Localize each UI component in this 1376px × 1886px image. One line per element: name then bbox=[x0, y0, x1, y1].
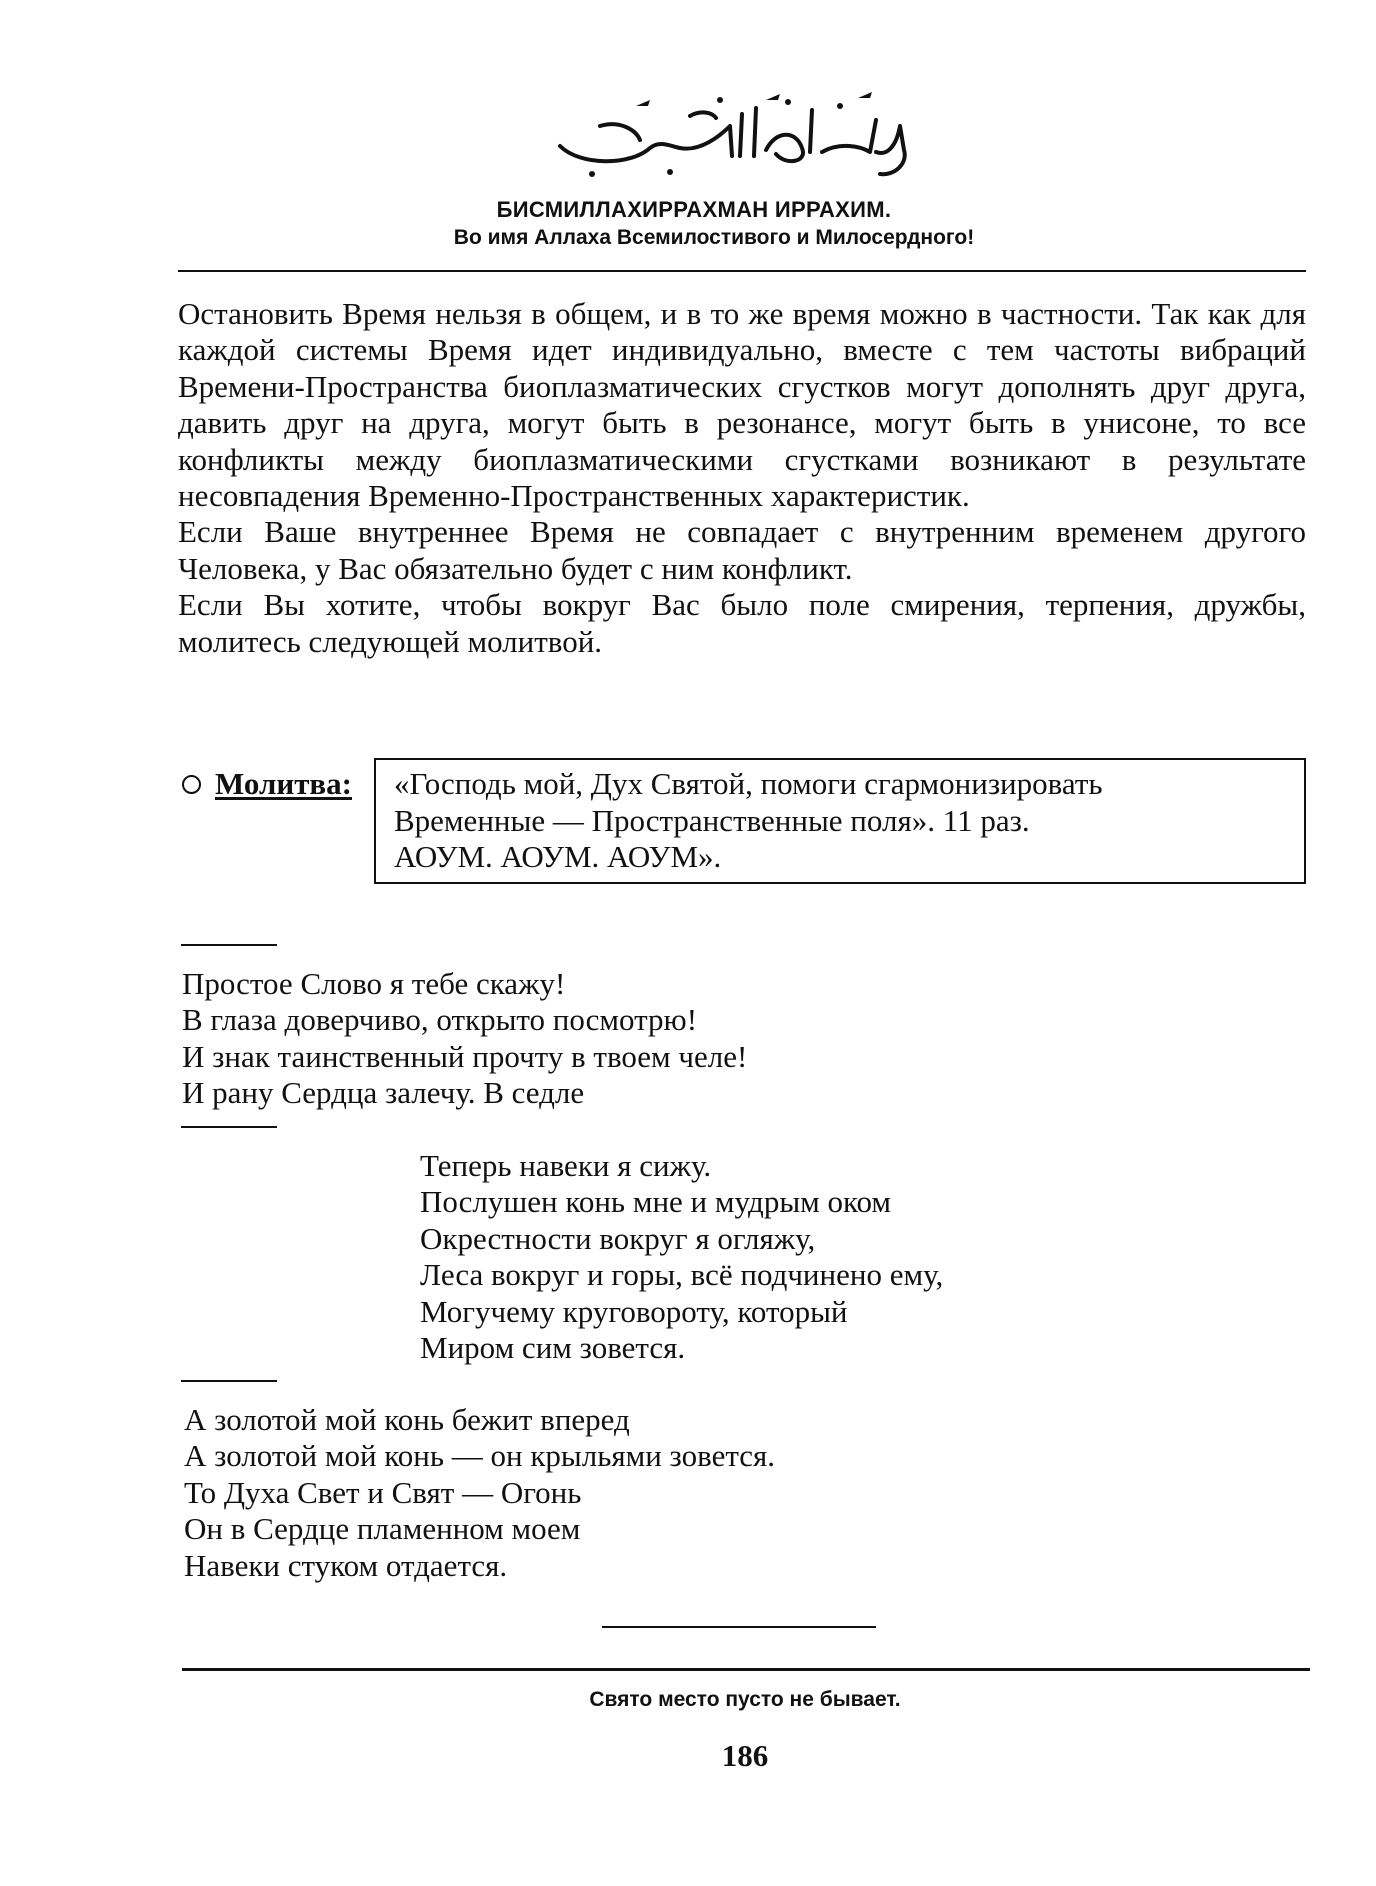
poem-line: Навеки стуком отдается. bbox=[184, 1547, 508, 1583]
poem-stanza bbox=[182, 966, 747, 1112]
poem-line: А золотой мой конь — он крыльями зовется. bbox=[184, 1438, 776, 1474]
poem-line: В глаза доверчиво, открыто посмотрю! bbox=[182, 1002, 698, 1038]
poem-line: Окрестности вокруг я огляжу, bbox=[420, 1220, 816, 1256]
poem-line: А золотой мой конь бежит вперед bbox=[184, 1402, 630, 1437]
poem-line: Он в Сердце пламенном моем bbox=[184, 1511, 581, 1547]
poem-divider bbox=[181, 1126, 277, 1128]
poem-stanza bbox=[420, 1148, 943, 1366]
circle-bullet-icon bbox=[182, 775, 201, 794]
prayer-label-text: Молитва: bbox=[215, 766, 352, 801]
paragraph: Остановить Время нельзя в общем, и в то же время можно в частности. Так как для каждой системы Время идет индивидуально, вместе с тем частоты вибраций Времени-Пространства биоплазматических сгустков могут дополнять друг друга, давить друг на друга, могут быть в резонансе, могут быть в унисоне, то все конфликты между биоплазматическими сгустками возникают в результате несовпадения Временно-Пространственных характеристик. bbox=[178, 296, 1306, 514]
footer-motto: Свято место пусто не бывает. bbox=[589, 1688, 901, 1711]
header-subtitle: Во имя Аллаха Всемилостивого и Милосердного! bbox=[453, 226, 975, 249]
poem-line: Миром сим зовется. bbox=[420, 1330, 686, 1366]
prayer-line: АОУМ. АОУМ. АОУМ». bbox=[394, 839, 722, 874]
poem-line: Леса вокруг и горы, всё подчинено ему, bbox=[420, 1257, 944, 1293]
paragraph: Если Ваше внутреннее Время не совпадает с внутренним временем другого Человека, у Вас обязательно будет с ним конфликт. bbox=[178, 514, 1306, 586]
body-text bbox=[178, 296, 1306, 660]
page-number: 186 bbox=[721, 1738, 769, 1773]
poem-line: Простое Слово я тебе скажу! bbox=[182, 966, 566, 1001]
poem-line: Послушен конь мне и мудрым оком bbox=[420, 1184, 892, 1220]
poem-line: И знак таинственный прочту в твоем челе! bbox=[182, 1038, 748, 1074]
poem-stanza bbox=[184, 1402, 775, 1584]
paragraph: Если Вы хотите, чтобы вокруг Вас было поле смирения, терпения, дружбы, молитесь следующей молитвой. bbox=[178, 587, 1306, 659]
poem-line: Теперь навеки я сижу. bbox=[420, 1148, 712, 1183]
poem-line: Могучему круговороту, который bbox=[420, 1293, 848, 1329]
poem-divider bbox=[181, 944, 277, 946]
header-title: БИСМИЛЛАХИРРАХМАН ИРРАХИМ. bbox=[496, 197, 892, 222]
section-end-rule bbox=[602, 1626, 876, 1628]
poem-line: И рану Сердца залечу. В седле bbox=[182, 1075, 585, 1111]
prayer-box bbox=[374, 758, 1306, 884]
poem-line: То Духа Свет и Свят — Огонь bbox=[184, 1474, 582, 1510]
prayer-label bbox=[182, 766, 352, 802]
prayer-line: Временные — Пространственные поля». 11 раз. bbox=[394, 802, 1030, 838]
footer-divider bbox=[182, 1668, 1310, 1671]
basmala-calligraphy bbox=[540, 86, 920, 186]
header-divider bbox=[178, 270, 1306, 272]
poem-divider bbox=[181, 1380, 277, 1382]
prayer-line: «Господь мой, Дух Святой, помоги сгармонизировать bbox=[394, 766, 1103, 801]
